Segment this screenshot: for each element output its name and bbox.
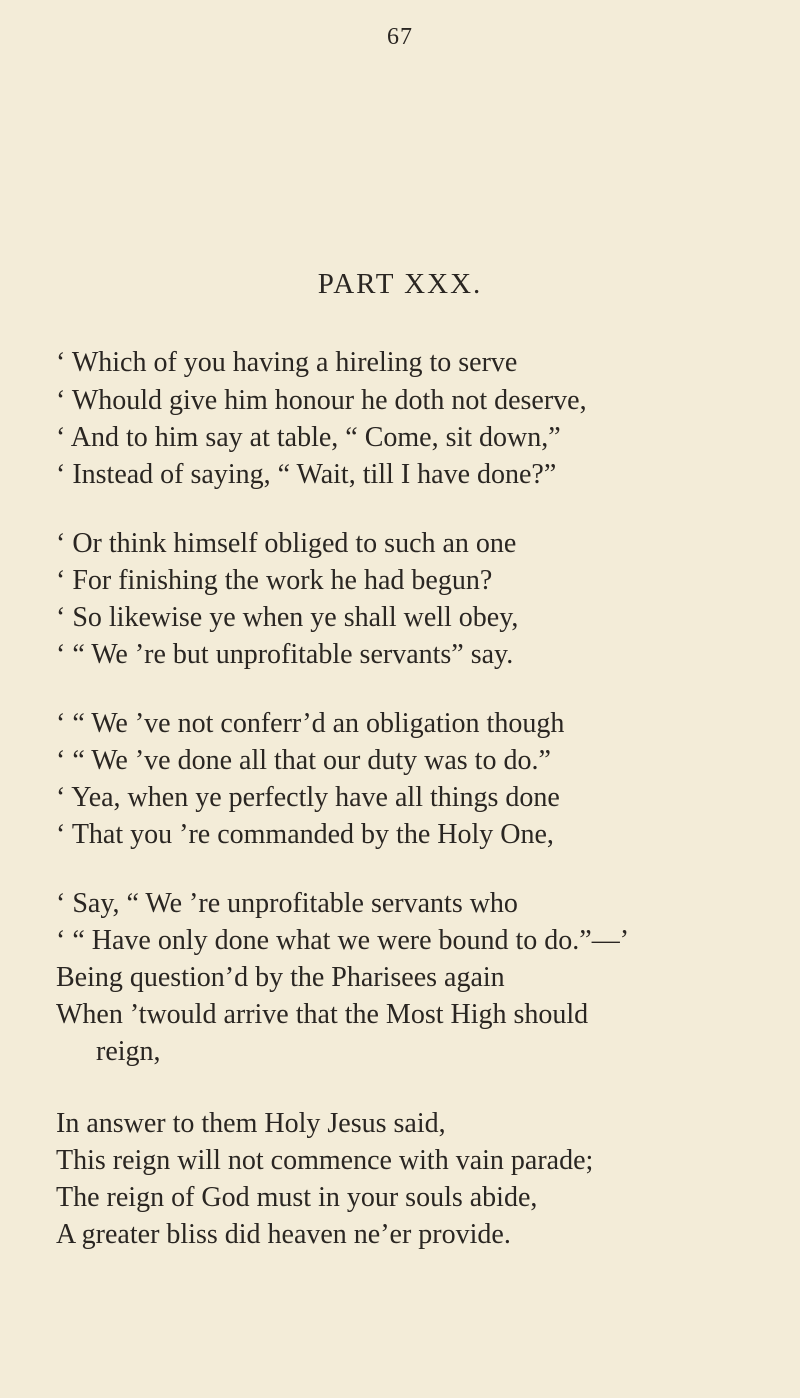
poem-line: ‘ “ We ’ve not conferr’d an obligation though <box>56 708 565 739</box>
poem-line: ‘ Instead of saying, “ Wait, till I have done?” <box>56 459 557 490</box>
poem-line: ‘ Or think himself obliged to such an one <box>56 528 517 559</box>
poem-line: ‘ That you ’re commanded by the Holy One, <box>56 819 554 850</box>
poem-line: ‘ So likewise ye when ye shall well obey, <box>56 602 519 633</box>
poem-line: ‘ And to him say at table, “ Come, sit down,” <box>56 422 561 453</box>
poem-line: ‘ “ Have only done what we were bound to do.”—’ <box>56 925 630 956</box>
poem-line: ‘ Yea, when ye perfectly have all things done <box>56 782 560 813</box>
poem-line: In answer to them Holy Jesus said, <box>56 1108 446 1139</box>
poem-line: ‘ Whould give him honour he doth not deserve, <box>56 385 587 416</box>
part-title: PART XXX. <box>317 268 483 300</box>
poem-line: reign, <box>96 1036 161 1067</box>
page-number: 67 <box>387 24 413 50</box>
poem-line: Being question’d by the Pharisees again <box>56 962 505 993</box>
poem-line: ‘ For finishing the work he had begun? <box>56 565 493 596</box>
poem-line: The reign of God must in your souls abide, <box>56 1182 538 1213</box>
poem-line: ‘ “ We ’re but unprofitable servants” say. <box>56 639 514 670</box>
poem-line: ‘ “ We ’ve done all that our duty was to do.” <box>56 745 551 776</box>
poem-line: A greater bliss did heaven ne’er provide. <box>56 1219 511 1250</box>
poem-line: When ’twould arrive that the Most High should <box>56 999 589 1030</box>
poem-line: ‘ Say, “ We ’re unprofitable servants who <box>56 888 518 919</box>
poem-line: ‘ Which of you having a hireling to serve <box>56 347 518 378</box>
poem-line: This reign will not commence with vain parade; <box>56 1145 594 1176</box>
